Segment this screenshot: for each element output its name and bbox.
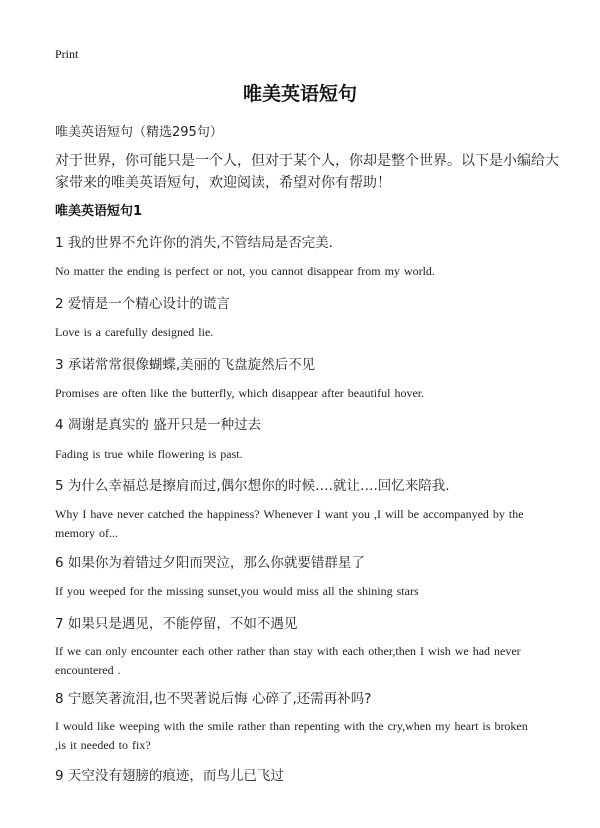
item-cn-9: 9 天空没有翅膀的痕迹，而鸟儿已飞过 [55,768,284,784]
item-en-3: Promises are often like the butterfly, which disappear after beautiful hover. [55,386,425,400]
section-heading: 唯美英语短句1 [55,204,143,219]
item-en-5: Why I have never catched the happiness? Whenever I want you ,I will be accompanyed by the memory of... [55,507,524,540]
page-title: 唯美英语短句 [242,83,357,105]
item-cn-2: 2 爱情是一个精心设计的谎言 [55,296,230,312]
print-label: Print [55,47,79,61]
item-en-8: I would like weeping with the smile rather than repenting with the cry,when my heart is broken ,is it needed to fix? [55,719,528,752]
item-en-1: No matter the ending is perfect or not, you cannot disappear from my world. [55,264,435,278]
intro-paragraph: 对于世界，你可能只是一个人，但对于某个人，你却是整个世界。以下是小编给大家带来的唯美英语短句，欢迎阅读，希望对你有帮助！ [55,153,559,191]
item-en-7: If we can only encounter each other rather than stay with each other,then I wish we had never encountered . [55,644,521,677]
item-cn-5: 5 为什么幸福总是擦肩而过,偶尔想你的时候….就让….回忆来陪我. [55,478,450,494]
subtitle: 唯美英语短句（精选295句） [55,125,223,140]
item-en-6: If you weeped for the missing sunset,you would miss all the shining stars [55,584,419,598]
item-en-4: Fading is true while flowering is past. [55,447,243,461]
item-cn-1: 1 我的世界不允许你的消失,不管结局是否完美. [55,235,333,251]
item-cn-4: 4 凋谢是真实的 盛开只是一种过去 [55,417,262,433]
item-cn-8: 8 宁愿笑著流泪,也不哭著说后悔 心碎了,还需再补吗? [55,691,372,707]
item-en-2: Love is a carefully designed lie. [55,325,214,339]
item-cn-7: 7 如果只是遇见，不能停留，不如不遇见 [55,616,298,632]
item-cn-6: 6 如果你为着错过夕阳而哭泣，那么你就要错群星了 [55,555,365,571]
item-cn-3: 3 承诺常常很像蝴蝶,美丽的飞盘旋然后不见 [55,357,316,373]
